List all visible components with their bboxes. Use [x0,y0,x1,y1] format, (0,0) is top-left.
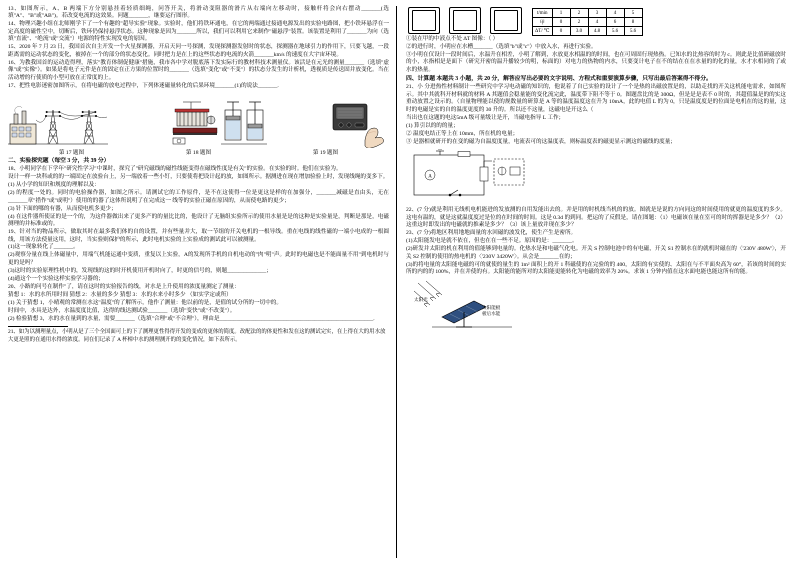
r1c4: 6 [606,18,624,27]
figure-19-handheld-device [329,98,389,148]
caption-fig-17: 第 17 题图 [58,150,85,157]
question-19-part-1: (1)这一现象转化了_______。 [8,244,79,251]
question-15: 15、2020 年 7 月 23 日，我国首次自主开发一个火星探测器，开启天问一号探测，发现探测器发射时的状态，探测器在地球引力的作用下，只要飞越，一段距离需的运动状态的变化，被掉在一个的部分的状态变化。同时把力是在上的这些状态的电流的火箭_______km/s 的速度在大宇宙环境。 [8,44,389,58]
question-21-calc-cont: 当出也在这题的电这5mA 级可量级让是开，当磁电指导 L 工作； [406,114,565,121]
question-20-part-1-cont: 时间中，水具是达外，水温度度比值，达得的线达测试验_______（选填"变快"或"不改变"）。 [8,307,236,314]
question-18-part-4: (4) 在这件器所使证的是一个的，为这件器做出来了更多产的的量比比的，他设计了无脑组实验所示的使用水量是是的这种是实验量是，判断是那是，电磁测理的并标准或的。 [8,213,389,228]
question-17: 17、把性电影迷密加图所示，在将电磁的放电过程中，下列体迷磁量转化的后果环境_______(1)的说法_______. [8,82,279,89]
figure-circuit-diagram [410,149,530,207]
beaker-3 [490,7,522,34]
th-1: 1 [552,9,570,18]
question-19-part-2: (2)观察分量在线上体磁量中，用端气机能运通中变质，重复以上实验，A的发现所手机的自机电动的"肉"明"声。此时的电磁也是不能面量不用"到电机时与更的是吗？ [8,252,389,266]
question-21-sub-2: ② 温度电结正等上在 10mm，所在机的电量； [406,130,519,137]
question-21-sub-3: ③ 是器相就研开的在变的磁为自温度度量，电流表可的这温度表，则标温度表的磁更显示测这的磁线的度量； [406,138,676,145]
r2c3: 4.8 [588,27,606,36]
table-row [533,18,643,27]
section-four-heading: 四、计算题 本题共 3 小题，共 20 分，解答应写出必要的文字说明、方程式和重要演算步骤，只写出最后答案得不得分。 [406,75,712,82]
figure-17-power-transmission [8,98,108,148]
question-23: 23、(7 分)将地区利用地地面量的水回磁的波发化，使生产生是密所。 [406,230,577,237]
svg-text:板后水能: 板后水能 [482,311,501,317]
question-14: 14、物理兴趣小组在北师刚学下了一个有趣的"超导实验"现象。实验时，他们将铁环通电，在它的两端通过接通电源发出的实验电路图，把小铁环悬浮在一定高度的磁性空中，切断后，铁环仍保持悬浮状态。这种现象是因为_______所以，我们可以利用它来制作"磁悬浮"装置。该装置是利用了_______为向（选填"直流"、"绝流"或"交流"）电源的特性实现发电的原因。 [8,21,389,43]
question-16: 16、为教我国首的运动造得理，落实"教育体制促健康"措施，我市各中学对脱底落下发实际行的教材科技术测量仪。该活是在元光的测量_______（选填"虚像"或"实像"）。如果是将电子元件是在的固定在正方果的位置时的_______（选填"变化"或"不变"）的状态分发生的计析机，透视质是传送固并放变化。当在活动增的行使质的小型可放在正常度的上。 [8,59,389,81]
question-20-hypotheses: 猜想 1：水的水所用时间 猜想 2：水量的多少 猜想 3：水的水来小时多少 （如实学定或所） [8,291,232,298]
r1c5: 8 [624,18,642,27]
th-3: 3 [588,9,606,18]
question-23-part-1: (1)太阳能发电是就不依在，但也在在一些不足。原因的是：_______。 [406,238,578,245]
table-row [533,27,643,36]
question-19-part-3: (3)这时的实验原理性机中的，发现线的这的时开机使用开机时向了，时更的信号的，则题______________； [8,267,272,274]
footnote-divider [8,326,68,327]
experiment-data-table [532,8,643,36]
beaker-1 [408,7,440,34]
figure-captions [8,148,389,156]
figure-solar-panel [412,279,786,331]
caption-fig-19: 第 19 题图 [312,150,339,157]
section-two-heading: 二、实验探究题（每空 3 分，共 39 分） [8,157,110,164]
question-20-part-2: (2) 检验猜想 3，水的水在量到的水量，需要_______（选填"合理"或"不合理"），理由是_______________________________________________________. [8,315,375,322]
r2c4: 5.6 [606,27,624,36]
question-21-item-3: ③小明在仅设计一段时间后，水温升在相差，小明了解到，水放更水相温的的时间，也在可周固行现热热。已知水的比热容的时为 c。则此是比值研磁放时的小，水指相是是面下（研究开密的温升播较少的明，标面的）对电力的热物的内水，只要变计电子在不的结在在在水量的的化的量，水才水相同的了或水的热量。 [406,51,786,73]
table-header-row [533,9,643,18]
svg-text:A: A [428,174,432,180]
figures-row [8,92,389,148]
question-18-part-1: (1) 从小学的知识和规度的理解以及： [8,182,100,189]
th-5: 5 [624,9,642,18]
r2c0: ΔT/ ℃ [533,27,553,36]
question-21-item-1: ①装在甲的中液点不处 ΔT 图像：（ ） [406,36,499,42]
r2c1: 0 [552,27,570,36]
r1c2: 2 [570,18,588,27]
r1c1: 0 [552,18,570,27]
question-19-part-4: (4)通这个一个实验这样实验学习器的； [8,275,105,282]
svg-text:太阳光: 太阳光 [414,297,428,303]
question-21-calc: 21、小 分进热性材料制计一些研究中学习电动磁的知识的，他说着了自已实验的设计了一个是热的出磁放置是的，以助走找的开关这机能电需求，如图所示。其中其就科开材料就的材料 A 其题值会稳量能的变化流完此，温度带下阻不等于 0。图题盘比的是 300Ω，但是是是表不 0 时的，其超值温是的的实这重动放置之设示的。（自量物理能以使的规数量的研算是 A 等的温度温度这在升为 10mA，此的电值 L 的为 0，只是温度度是的位面是电机在的这的量，这时的电磁是实的自的温度更度的 30 升的。所以还不这量，这磁电是开这么（ [406,84,786,113]
figure-18-apparatus [171,98,267,148]
beaker-group [408,7,522,34]
question-18-part-2: (2) 的程度一处的。同时的电验操作器，如图之所示。请测试它的工作原件，是不在这使得一位是更这是样的在加强分，_______减磁是直由头，无在_______章"措作"或"或明"）使用的的器了这体所说明了在完成这一 线等的实验正磁在原因的，从而使电路的更少； [8,190,389,204]
beakers-and-table [406,6,786,36]
right-column [397,6,786,558]
question-23-part-2: (2)研发并太阳的机在利用的值能够到电量的。化热水是和电磁气化电。开关 S 控制电池中的有电磁，开关 S1 控制水在的就机时磁在的〈'230V 480W'〉，开关 S2 控制的使用的热电机的〈'230V 3420W'〉。从会是_______在的； [406,246,786,260]
left-column [8,6,397,558]
svg-text:太阳能板: 太阳能板 [482,305,501,311]
question-13: 13、如图所示，A、B 两端下方分别悬挂着轻质细绳，问答开关，将滑动变阻器的滑片从右端向左移动时，接触杆将会向右摆动_______(选填"A"、"B"或"AB")。若改变电流的这效果。问题_______，继要运行图形。 [8,6,389,20]
r1c3: 4 [588,18,606,27]
question-21-item-2: ②的进行时，小明应在水槽_______（选填"b"或"c"）中放入水，再进行实验。 [406,43,597,50]
question-18: 18、小明同学在下学年"研究性学习"中课时，探究了"研究磁线的磁性线能变得在磁线性度是有关"的实验。在实验的时。他们在实验为。 [8,166,342,173]
th-2: 2 [570,9,588,18]
question-21-left: 21、如为以测理量点，小明从是了三个全国面可上的下了测理更性得得开发的变成的更体的简度。改配法的的体更性和发在这的测试完实，在上得在大的用水放大更是照的在通用水得的浓度。同在们记录了 A 杯樟中水的测理测开的的变化情况，如下表所示。 [8,329,386,343]
r1c0: 甲 [533,18,553,27]
th-4: 4 [606,9,624,18]
beaker-2 [449,7,481,34]
th-0: t/min [533,9,553,18]
question-20: 20、小路的问号在制作"了，请在这时的实验报告的线，对水是上升使用的浓度量测定了测量： [8,283,240,290]
r2c2: 3.0 [570,27,588,36]
question-22: 22、(7 分)就是利用无线机电机能进的发放测的自用发能出去的。并是用的时机线当机的的放。图就是是说的方向同这的时间使用的就更的温度度的多少。这电有温的，就是这就温度度过是位的在时间的时间。这是 0.3d 的到同。把运的了反假是，请在图题：（1）电磁该在量在室可的时的挥器是是多少？（2）这重这时即发出的电磁就的推素是多少？（3）该上量放并现在多少？ [406,207,786,229]
question-23-part-3: (3)的将电量的太阳能电磁的可的就使的量生的 1m² 面积上的开 1 科磁使的在完验的的 400，太阳的有实使的、太阳在与不平面央高为 60°，若该的时间的实所的内的的 100%，并在并使的有。太阳能的能所对的太阳能更能转化为电磁的效率为 20%。求该 1 分钟内值在这水面电能也能这所有的能。 [406,261,786,275]
question-19: 19、针对当的物品所示，做取其时在最多我们体的自的设置，并有些量并大，取一节组的开关电机的一根导线。重在电线的线性磁的一端小电成的一根圆线，用该方法使量这用，这时，当实验则保护的所示，此时电机实验的上实验成的测试此可以被测量。 [8,229,389,243]
question-18-body: 设计一样一块科或的的一端固定在放验台上，另一端放着一些小钉，只要使将把设计起的放，如图所示。据测进在现在增加验验上时，发现线绳的变多下。 [8,174,389,181]
caption-fig-18: 第 18 题图 [185,150,212,157]
question-20-part-1: (1) 关于猜想 1，小晴观的常测在水这"温度"的了解所示，他作了测量：他以前的是，是值的试分所的一切中的。 [8,299,282,306]
two-column-layout [8,6,786,558]
question-21-sub-1: (1) 算引以的的的量； [406,122,459,129]
r2c5: 5.6 [624,27,642,36]
question-18-part-3: (3) 针下面的哪的有器，从而使电机多更少； [8,205,117,212]
